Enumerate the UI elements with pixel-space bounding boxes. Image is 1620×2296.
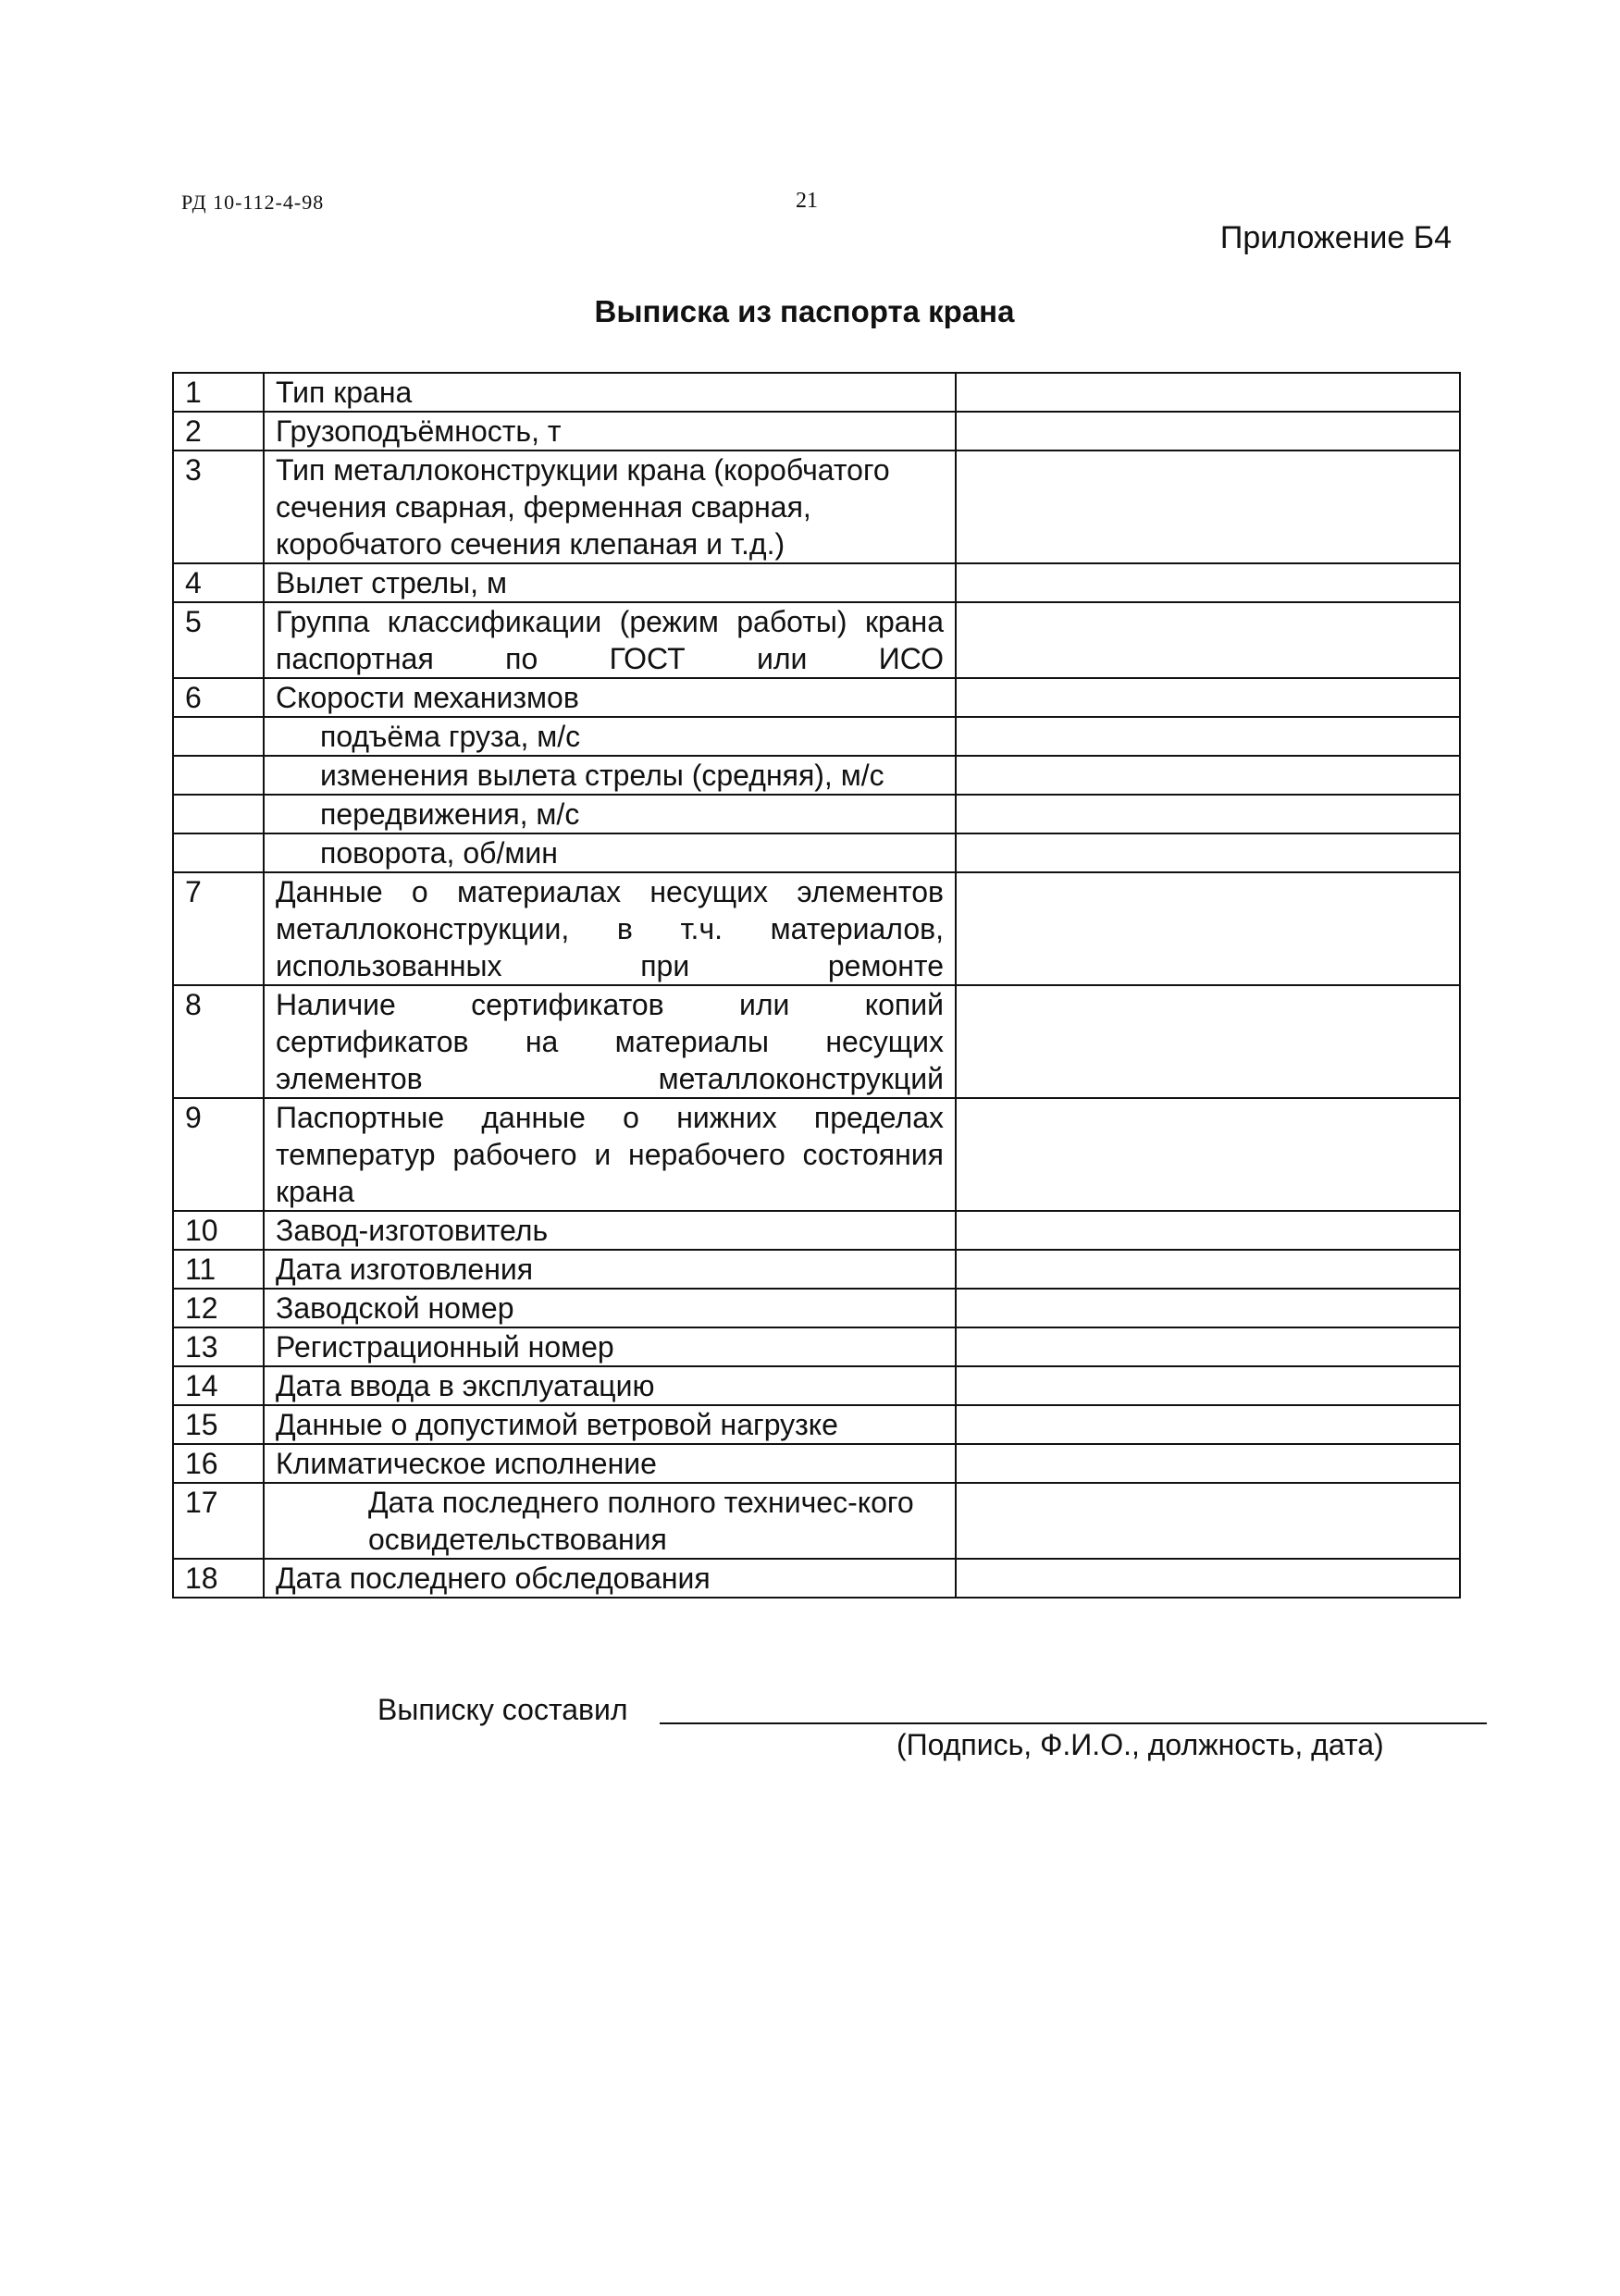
signature-caption: (Подпись, Ф.И.О., должность, дата) — [897, 1728, 1384, 1761]
row-value-cell — [956, 1366, 1460, 1405]
row-name: Грузоподъёмность, т — [264, 412, 956, 451]
row-number: 16 — [173, 1444, 264, 1483]
table-row — [173, 1366, 1460, 1405]
row-number: 9 — [173, 1098, 264, 1211]
row-value-cell — [956, 602, 1460, 678]
row-value-cell — [956, 1483, 1460, 1559]
row-value-cell — [956, 1098, 1460, 1211]
row-number — [173, 717, 264, 756]
table-row — [173, 833, 1460, 872]
row-number — [173, 833, 264, 872]
row-value-cell — [956, 1289, 1460, 1327]
row-name: передвижения, м/с — [264, 795, 956, 833]
row-name: Группа классификации (режим работы) крана паспортная по ГОСТ или ИСО — [264, 602, 956, 678]
row-name: Данные о материалах несущих элементов металлоконструкции, в т.ч. материалов, использованных при ремонте — [264, 872, 956, 985]
row-number: 1 — [173, 373, 264, 412]
row-name: Дата изготовления — [264, 1250, 956, 1289]
table-row — [173, 1098, 1460, 1211]
table-row — [173, 872, 1460, 985]
row-number: 18 — [173, 1559, 264, 1598]
table-row — [173, 1405, 1460, 1444]
row-name: Скорости механизмов — [264, 678, 956, 717]
row-value-cell — [956, 1559, 1460, 1598]
table-row — [173, 1444, 1460, 1483]
row-number: 6 — [173, 678, 264, 717]
row-name: изменения вылета стрелы (средняя), м/с — [264, 756, 956, 795]
appendix-label: Приложение Б4 — [1219, 220, 1452, 255]
table-row — [173, 602, 1460, 678]
row-value-cell — [956, 678, 1460, 717]
row-name: Тип крана — [264, 373, 956, 412]
page-title-text: Выписка из паспорта крана — [594, 294, 1015, 328]
row-name: Завод-изготовитель — [264, 1211, 956, 1250]
row-number: 15 — [173, 1405, 264, 1444]
row-number — [173, 756, 264, 795]
row-value-cell — [956, 563, 1460, 602]
table-row — [173, 756, 1460, 795]
table-row — [173, 1250, 1460, 1289]
row-name: Климатическое исполнение — [264, 1444, 956, 1483]
row-number: 7 — [173, 872, 264, 985]
table-row — [173, 1327, 1460, 1366]
table-row — [173, 563, 1460, 602]
row-name: Дата ввода в эксплуатацию — [264, 1366, 956, 1405]
row-value-cell — [956, 756, 1460, 795]
row-value-cell — [956, 412, 1460, 451]
row-name: Наличие сертификатов или копий сертификатов на материалы несущих элементов металлоконструкций — [264, 985, 956, 1098]
row-number: 11 — [173, 1250, 264, 1289]
table-row — [173, 985, 1460, 1098]
row-value-cell — [956, 795, 1460, 833]
row-value-cell — [956, 1405, 1460, 1444]
signature-line — [660, 1722, 1487, 1724]
row-number: 13 — [173, 1327, 264, 1366]
row-number: 4 — [173, 563, 264, 602]
row-name: поворота, об/мин — [264, 833, 956, 872]
row-value-cell — [956, 985, 1460, 1098]
row-value-cell — [956, 833, 1460, 872]
table-row — [173, 1559, 1460, 1598]
row-name: Дата последнего обследования — [264, 1559, 956, 1598]
table-row — [173, 678, 1460, 717]
row-number — [173, 795, 264, 833]
row-number: 14 — [173, 1366, 264, 1405]
table-row — [173, 717, 1460, 756]
row-value-cell — [956, 451, 1460, 563]
row-number: 10 — [173, 1211, 264, 1250]
table-row — [173, 795, 1460, 833]
row-value-cell — [956, 1211, 1460, 1250]
row-name: подъёма груза, м/с — [264, 717, 956, 756]
row-name: Паспортные данные о нижних пределах температур рабочего и нерабочего состояния крана — [264, 1098, 956, 1211]
page-number: 21 — [796, 189, 818, 213]
table-row — [173, 373, 1460, 412]
row-name: Регистрационный номер — [264, 1327, 956, 1366]
row-name: Вылет стрелы, м — [264, 563, 956, 602]
table-row — [173, 451, 1460, 563]
row-value-cell — [956, 1250, 1460, 1289]
row-name: Данные о допустимой ветровой нагрузке — [264, 1405, 956, 1444]
table-row — [173, 1211, 1460, 1250]
row-value-cell — [956, 717, 1460, 756]
page-title — [0, 294, 1620, 329]
row-number: 12 — [173, 1289, 264, 1327]
row-value-cell — [956, 373, 1460, 412]
row-value-cell — [956, 1444, 1460, 1483]
row-name: Тип металлоконструкции крана (коробчатого сечения сварная, ферменная сварная, коробчатого сечения клепаная и т.д.) — [264, 451, 956, 563]
table-row — [173, 1483, 1460, 1559]
table-row — [173, 1289, 1460, 1327]
document-code: РД 10-112-4-98 — [181, 191, 325, 214]
row-number: 17 — [173, 1483, 264, 1559]
signature-label: Выписку составил — [377, 1693, 628, 1726]
row-value-cell — [956, 872, 1460, 985]
row-number: 5 — [173, 602, 264, 678]
passport-table — [172, 372, 1461, 1599]
table-row — [173, 412, 1460, 451]
row-number: 3 — [173, 451, 264, 563]
row-number: 8 — [173, 985, 264, 1098]
row-name: Дата последнего полного техничес-кого освидетельствования — [264, 1483, 956, 1559]
row-number: 2 — [173, 412, 264, 451]
row-name: Заводской номер — [264, 1289, 956, 1327]
row-value-cell — [956, 1327, 1460, 1366]
